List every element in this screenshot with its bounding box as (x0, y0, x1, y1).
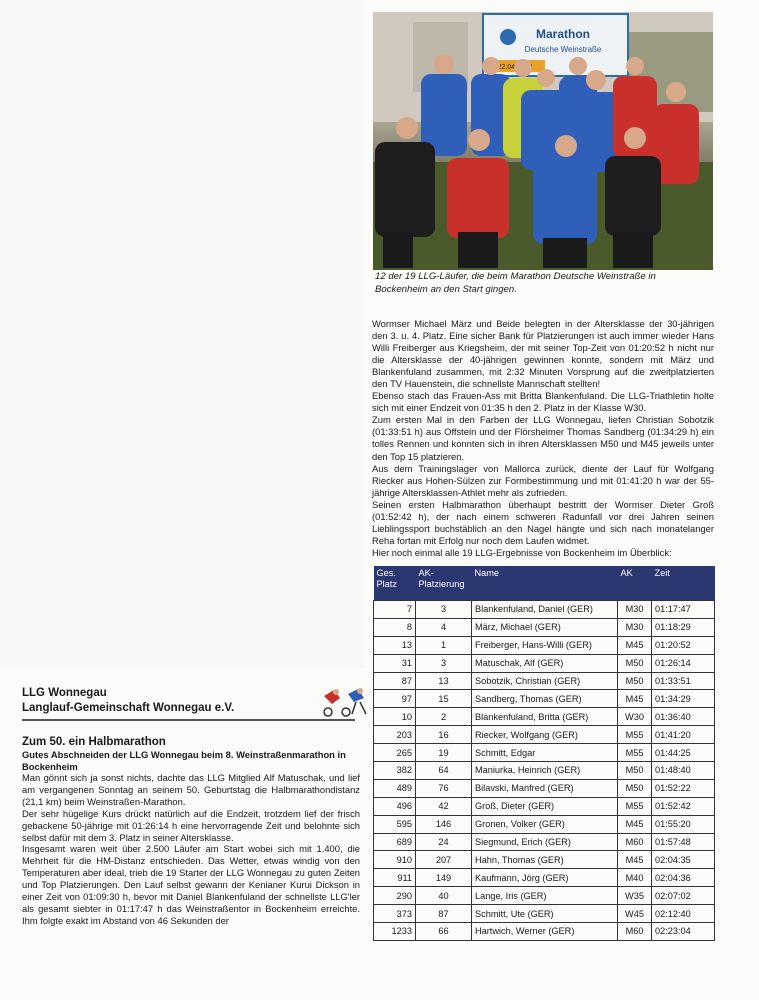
article-paragraph: Seinen ersten Halbmarathon überhaupt bestritt der Wormser Dieter Groß (01:52:42 h), der nach einem schweren Radunfall vor drei Jahren seinen Lieblingssport buchstäblich an den Nagel hängte und sich nach monatelanger Reha fortan mit Erfolg nur noch dem Laufen widmet. (372, 498, 714, 546)
header-ak: AK (618, 566, 652, 601)
header-zeit: Zeit (652, 566, 715, 601)
cell-name: Schmitt, Ute (GER) (472, 905, 618, 923)
cell-zeit: 01:36:40 (652, 708, 715, 726)
cell-ak: W45 (618, 905, 652, 923)
cell-name: Blankenfuland, Britta (GER) (472, 708, 618, 726)
cell-gesamtplatz: 1233 (374, 923, 416, 941)
cell-name: Schmitt, Edgar (472, 744, 618, 762)
results-table-header (374, 566, 715, 601)
cell-ak: M55 (618, 726, 652, 744)
cell-ak: M55 (618, 744, 652, 762)
banner-title: Marathon (536, 27, 590, 41)
table-row (374, 744, 715, 762)
cell-gesamtplatz: 910 (374, 851, 416, 869)
cell-gesamtplatz: 87 (374, 672, 416, 690)
cell-name: Sandberg, Thomas (GER) (472, 690, 618, 708)
table-row (374, 618, 715, 636)
table-row (374, 905, 715, 923)
cell-ak: M55 (618, 797, 652, 815)
table-row (374, 797, 715, 815)
cell-ak-platzierung: 87 (416, 905, 472, 923)
cell-ak-platzierung: 66 (416, 923, 472, 941)
cell-zeit: 01:48:40 (652, 762, 715, 780)
table-row (374, 779, 715, 797)
table-row (374, 690, 715, 708)
cell-name: Sobotzik, Christian (GER) (472, 672, 618, 690)
cell-gesamtplatz: 496 (374, 797, 416, 815)
cell-name: Gronen, Volker (GER) (472, 815, 618, 833)
cell-gesamtplatz: 8 (374, 618, 416, 636)
cell-gesamtplatz: 489 (374, 779, 416, 797)
header-gesamtplatz: Ges. Platz (374, 566, 416, 601)
cell-zeit: 02:23:04 (652, 923, 715, 941)
table-row (374, 636, 715, 654)
cell-ak: M50 (618, 654, 652, 672)
cell-gesamtplatz: 31 (374, 654, 416, 672)
article-paragraph: Insgesamt waren weit über 2.500 Läufer am Start wobei sich mit 1.400, die Mehrheit für die HM-Distanz entschieden. Das Wetter, etwas windig von den Temperaturen aber ideal, trieb die 19 Starter der LLG Wonnegau zu guten Zeiten und Top Platzierungen. Den Lauf selbst gewann der Kenianer Kurui Dickson in einer Zeit von 01:09:30 h, bevor mit Daniel Blankenfuland der schnellste LLG'ler als gesamt siebter in 01:17:47 h das Weinstraßentor in Bockenheim erreichte. Ihm folgte exakt im Abstand von 46 Sekunden der (22, 843, 360, 926)
cell-gesamtplatz: 97 (374, 690, 416, 708)
cell-name: Matuschak, Alf (GER) (472, 654, 618, 672)
cell-ak: M50 (618, 779, 652, 797)
cell-ak: M50 (618, 672, 652, 690)
cell-gesamtplatz: 382 (374, 762, 416, 780)
article-paragraph: Wormser Michael März und Beide belegten in der Altersklasse der 30-jährigen den 3. u. 4. Platz. Eine sicher Bank für Platzierungen ist auch immer wieder Hans Willi Freiberger aus Kriegsheim, der mit seiner Top-Zeit von 01:20:52 h nicht nur die Altersklasse der 40-jährigen gewinnen konnte, sondern mit März und Blankenfuland zusammen, mit 2:32 Minuten Vorsprung auf die zweitplatzierten den TV Hauenstein, die schnellste Mannschaft stellten! (372, 318, 714, 390)
cell-ak: M45 (618, 636, 652, 654)
cell-name: Freiberger, Hans-Willi (GER) (472, 636, 618, 654)
cell-ak-platzierung: 24 (416, 833, 472, 851)
table-row (374, 923, 715, 941)
cell-ak-platzierung: 3 (416, 654, 472, 672)
article-right-column (372, 318, 714, 559)
cell-ak: M45 (618, 851, 652, 869)
cell-gesamtplatz: 203 (374, 726, 416, 744)
article-paragraph: Man gönnt sich ja sonst nichts, dachte das LLG Mitglied Alf Matuschak, und lief am vergangenen Sonntag an seinem 50. Geburtstag die Halbmarathondistanz (21,1 km) beim Weinstraßen-Marathon. (22, 772, 360, 807)
cell-gesamtplatz: 265 (374, 744, 416, 762)
table-row (374, 851, 715, 869)
cell-name: März, Michael (GER) (472, 618, 618, 636)
cell-ak: M40 (618, 869, 652, 887)
cell-zeit: 01:55:20 (652, 815, 715, 833)
cell-name: Blankenfuland, Daniel (GER) (472, 601, 618, 619)
table-row (374, 726, 715, 744)
cell-ak: M60 (618, 923, 652, 941)
table-row (374, 887, 715, 905)
cell-gesamtplatz: 373 (374, 905, 416, 923)
cell-zeit: 01:33:51 (652, 672, 715, 690)
article-paragraph: Ebenso stach das Frauen-Ass mit Britta Blankenfuland. Die LLG-Triathletin holte sich mit einer Endzeit von 01:35 h den 2. Platz in der Klasse W30. (372, 390, 714, 414)
cell-zeit: 01:20:52 (652, 636, 715, 654)
cell-ak-platzierung: 4 (416, 618, 472, 636)
cell-name: Riecker, Wolfgang (GER) (472, 726, 618, 744)
banner-subtitle: Deutsche Weinstraße (524, 45, 602, 54)
team-photo (373, 12, 713, 270)
cell-ak-platzierung: 207 (416, 851, 472, 869)
table-row (374, 869, 715, 887)
table-row (374, 708, 715, 726)
cell-gesamtplatz: 290 (374, 887, 416, 905)
cell-zeit: 02:04:36 (652, 869, 715, 887)
article-paragraph: Der sehr hügelige Kurs drückt natürlich auf die Endzeit, trotzdem lief der frisch gebackene 50-jährige mit 01:26:14 h eine hervorragende Zeit und belohnte sich selbst dafür mit dem 3. Platz in seiner Altersklasse. (22, 807, 360, 843)
cell-name: Siegmund, Erich (GER) (472, 833, 618, 851)
table-row (374, 833, 715, 851)
cell-ak-platzierung: 76 (416, 779, 472, 797)
cell-ak-platzierung: 19 (416, 744, 472, 762)
cell-zeit: 01:17:47 (652, 601, 715, 619)
cell-zeit: 01:34:29 (652, 690, 715, 708)
cell-ak: M50 (618, 762, 652, 780)
cell-ak-platzierung: 40 (416, 887, 472, 905)
cell-gesamtplatz: 689 (374, 833, 416, 851)
table-row (374, 815, 715, 833)
cell-ak-platzierung: 13 (416, 672, 472, 690)
cell-gesamtplatz: 7 (374, 601, 416, 619)
photo-caption: 12 der 19 LLG-Läufer, die beim Marathon Deutsche Weinstraße in Bockenheim an den Start gingen. (375, 271, 656, 295)
cell-ak: M45 (618, 690, 652, 708)
cell-zeit: 01:52:22 (652, 779, 715, 797)
cell-zeit: 01:44:25 (652, 744, 715, 762)
cell-ak-platzierung: 42 (416, 797, 472, 815)
cell-name: Groß, Dieter (GER) (472, 797, 618, 815)
cell-ak: M30 (618, 618, 652, 636)
table-row (374, 672, 715, 690)
cell-ak-platzierung: 64 (416, 762, 472, 780)
cell-ak: M45 (618, 815, 652, 833)
results-table (373, 566, 715, 941)
left-column (22, 686, 360, 927)
cell-ak: W30 (618, 708, 652, 726)
cell-zeit: 01:26:14 (652, 654, 715, 672)
cell-gesamtplatz: 911 (374, 869, 416, 887)
cell-name: Bilavski, Manfred (GER) (472, 779, 618, 797)
cell-ak: W35 (618, 887, 652, 905)
header-ak-platzierung: AK-Platzierung (416, 566, 472, 601)
club-name: LLG Wonnegau (22, 687, 107, 699)
cell-zeit: 01:57:48 (652, 833, 715, 851)
cell-ak-platzierung: 2 (416, 708, 472, 726)
cell-ak-platzierung: 16 (416, 726, 472, 744)
club-logo-icon (318, 686, 374, 718)
cell-ak: M60 (618, 833, 652, 851)
cell-ak-platzierung: 149 (416, 869, 472, 887)
club-full-name: Langlauf-Gemeinschaft Wonnegau e.V. (22, 702, 235, 714)
cell-name: Lange, Iris (GER) (472, 887, 618, 905)
cell-zeit: 02:07:02 (652, 887, 715, 905)
cell-name: Hahn, Thomas (GER) (472, 851, 618, 869)
article-paragraph: Aus dem Trainingslager von Mallorca zurück, diente der Lauf für Wolfgang Riecker aus Hohen-Sülzen zur Formbestimmung und mit 01:41:20 h war der 55-jährige Altersklassen-Athlet mehr als zufrieden. (372, 462, 714, 498)
cell-zeit: 01:18:29 (652, 618, 715, 636)
team-photo-illustration (373, 12, 713, 270)
cell-name: Maniurka, Heinrich (GER) (472, 762, 618, 780)
cell-ak-platzierung: 146 (416, 815, 472, 833)
cell-gesamtplatz: 13 (374, 636, 416, 654)
cell-zeit: 01:52:42 (652, 797, 715, 815)
article-paragraph: Hier noch einmal alle 19 LLG-Ergebnisse von Bockenheim im Überblick: (372, 546, 672, 558)
cell-gesamtplatz: 595 (374, 815, 416, 833)
article-left-text (22, 772, 360, 927)
cell-ak: M30 (618, 601, 652, 619)
table-row (374, 654, 715, 672)
cell-ak-platzierung: 1 (416, 636, 472, 654)
cell-gesamtplatz: 10 (374, 708, 416, 726)
cell-zeit: 02:04:35 (652, 851, 715, 869)
cell-name: Kaufmann, Jörg (GER) (472, 869, 618, 887)
results-table-body (374, 601, 715, 941)
cell-zeit: 01:41:20 (652, 726, 715, 744)
article-headline: Zum 50. ein Halbmarathon (22, 736, 166, 748)
table-row (374, 762, 715, 780)
header-name: Name (472, 566, 618, 601)
club-divider (22, 719, 355, 721)
article-subheadline: Gutes Abschneiden der LLG Wonnegau beim 8. Weinstraßenmarathon in Bockenheim (22, 749, 346, 772)
cell-ak-platzierung: 3 (416, 601, 472, 619)
cell-ak-platzierung: 15 (416, 690, 472, 708)
cell-name: Hartwich, Werner (GER) (472, 923, 618, 941)
cell-zeit: 02:12:40 (652, 905, 715, 923)
table-row (374, 601, 715, 619)
article-paragraph: Zum ersten Mal in den Farben der LLG Wonnegau, liefen Christian Sobotzik (01:33:51 h) aus Offstein und der Flörsheimer Thomas Sandberg (01:34:29 h) ein tolles Rennen und konnten sich in ihren Altersklassen M50 und M45 jeweils unter den Top 15 platzieren. (372, 414, 714, 462)
